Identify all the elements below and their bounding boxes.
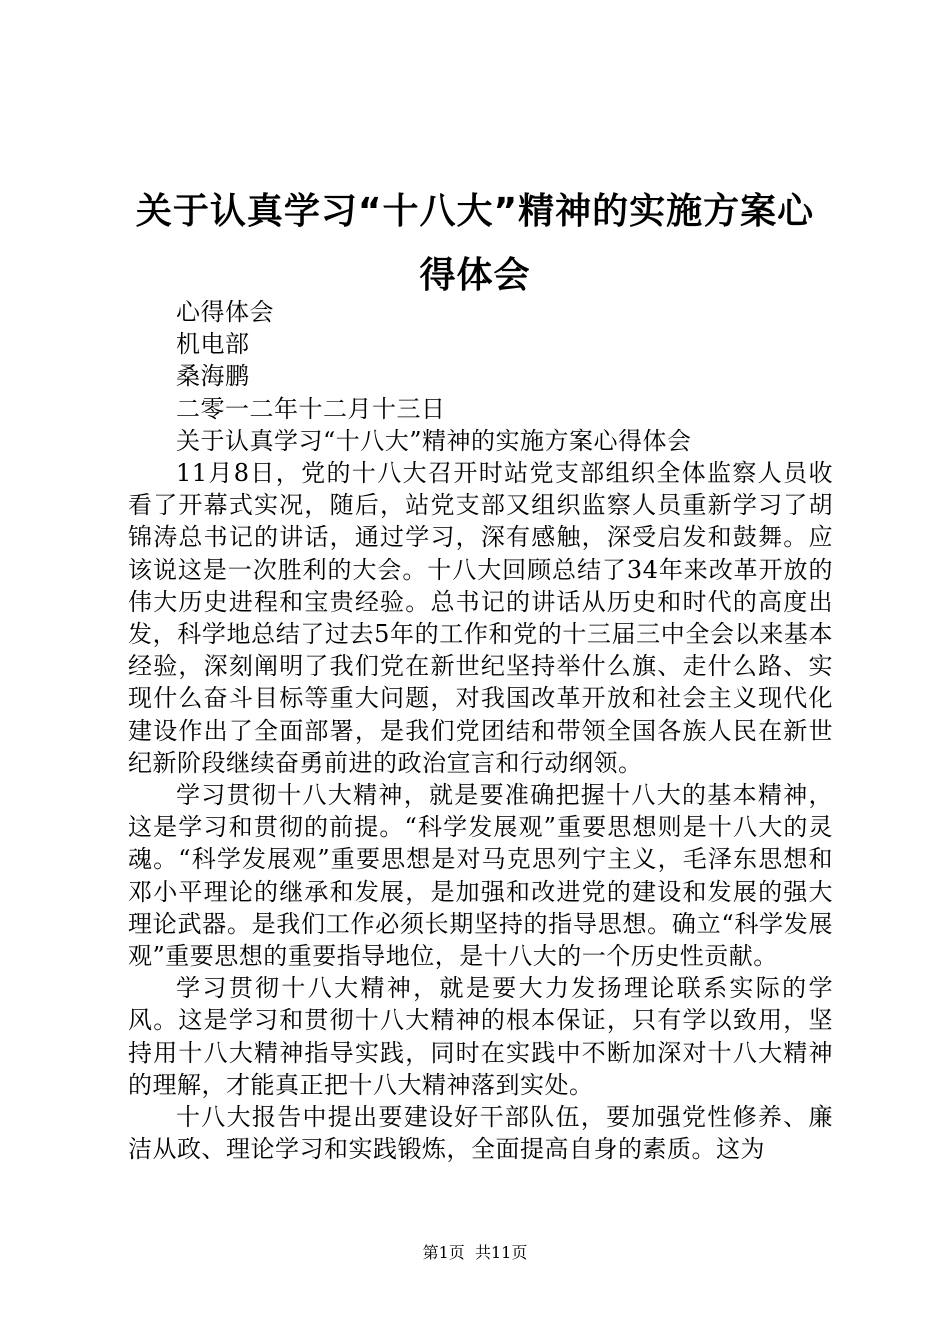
meta-line-category: 心得体会 xyxy=(176,298,274,326)
meta-line-date: 二零一二年十二月十三日 xyxy=(176,394,446,423)
footer-separator xyxy=(465,1243,475,1262)
body-paragraph: 学习贯彻十八大精神，就是要准确把握十八大的基本精神，这是学习和贯彻的前提。“科学发展观”重要思想则是十八大的灵魂。“科学发展观”重要思想是对马克思列宁主义，毛泽东思想和邓小平理论的继承和发展，是加强和改进党的建设和发展的强大理论武器。是我们工作必须长期坚持的指导思想。确立“科学发展观”重要思想的重要指导地位，是十八大的一个历史性贡献。 xyxy=(128,781,833,971)
body-paragraph: 学习贯彻十八大精神，就是要大力发扬理论联系实际的学风。这是学习和贯彻十八大精神的根本保证，只有学以致用，坚持用十八大精神指导实践，同时在实践中不断加深对十八大精神的理解，才能真正把十八大精神落到实处。 xyxy=(128,974,833,1099)
document-body xyxy=(128,296,833,1165)
meta-line-author: 桑海鹏 xyxy=(176,362,250,391)
body-paragraph: 11月8日，党的十八大召开时站党支部组织全体监察人员收看了开幕式实况，随后，站党支部又组织监察人员重新学习了胡锦涛总书记的讲话，通过学习，深有感触，深受启发和鼓舞。应该说这是一次胜利的大会。十八大回顾总结了34年来改革开放的伟大历史进程和宝贵经验。总书记的讲话从历史和时代的高度出发，科学地总结了过去5年的工作和党的十三届三中全会以来基本经验，深刻阐明了我们党在新世纪坚持举什么旗、走什么路、实现什么奋斗目标等重大问题，对我国改革开放和社会主义现代化建设作出了全面部署，是我们党团结和带领全国各族人民在新世纪新阶段继续奋勇前进的政治宣言和行动纲领。 xyxy=(128,459,833,777)
page-footer xyxy=(0,1243,950,1263)
page-total: 共11页 xyxy=(474,1243,528,1262)
meta-line-subtitle: 关于认真学习“十八大”精神的实施方案心得体会 xyxy=(176,426,692,455)
body-paragraph: 十八大报告中提出要建设好干部队伍，要加强党性修养、廉洁从政、理论学习和实践锻炼，全面提高自身的素质。这为 xyxy=(128,1103,833,1164)
page-number: 第1页 xyxy=(422,1243,465,1262)
meta-line-department: 机电部 xyxy=(176,330,250,359)
document-title: 关于认真学习“十八大”精神的实施方案心得体会 xyxy=(135,191,815,296)
